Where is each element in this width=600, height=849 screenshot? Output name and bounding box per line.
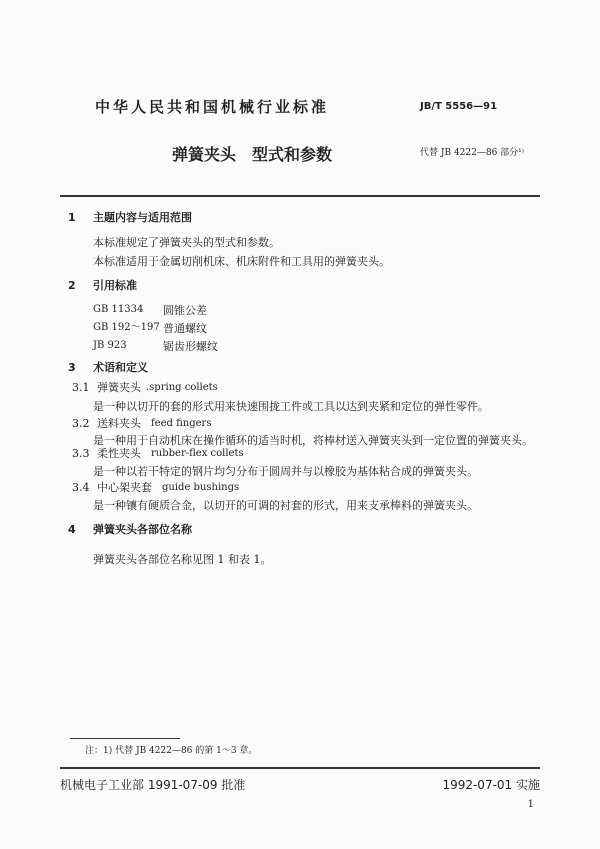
ref-name: 锯齿形螺纹 xyxy=(163,340,218,353)
body-line: 本标准规定了弹簧夹头的型式和参数。 xyxy=(93,236,280,249)
ref-name: 圆锥公差 xyxy=(163,304,207,317)
footnote-rule xyxy=(70,738,180,739)
term-en: guide bushings xyxy=(162,482,240,493)
term-number: 3.3 xyxy=(72,447,90,460)
term-definition: 是一种以若干特定的钢片均匀分布于圆周并与以橡胶为基体粘合成的弹簧夹头。 xyxy=(93,465,478,478)
org-title: 中华人民共和国机械行业标准 xyxy=(95,98,330,116)
section-number: 4 xyxy=(68,523,76,536)
section-heading: 主题内容与适用范围 xyxy=(93,211,192,224)
term-number: 3.4 xyxy=(72,481,90,494)
term-definition: 是一种镶有硬质合金，以切开的可调的衬套的形式，用来支承棒料的弹簧夹头。 xyxy=(93,499,478,512)
section-number: 1 xyxy=(68,211,76,224)
body-line: 本标准适用于金属切削机床、机床附件和工具用的弹簧夹头。 xyxy=(93,255,390,268)
standard-number: JB/T 5556—91 xyxy=(420,101,498,112)
document-title: 弹簧夹头 型式和参数 xyxy=(172,145,333,164)
section-number: 2 xyxy=(68,279,76,292)
ref-code: GB 192～197 xyxy=(93,322,160,333)
ref-name: 普通螺纹 xyxy=(163,322,207,335)
term-definition: 是一种用于自动机床在操作循环的适当时机，将棒材送入弹簧夹头到一定位置的弹簧夹头。 xyxy=(93,434,533,447)
term-zh: 柔性夹头 xyxy=(97,447,141,460)
term-number: 3.2 xyxy=(72,417,90,430)
page-number: 1 xyxy=(527,799,534,810)
ref-code: GB 11334 xyxy=(93,304,144,315)
footer-rule xyxy=(60,767,540,769)
section-number: 3 xyxy=(68,361,76,374)
effective-date: 1992-07-01 实施 xyxy=(442,778,540,792)
term-zh: 弹簧夹头 xyxy=(97,381,141,394)
section-heading: 弹簧夹头各部位名称 xyxy=(93,523,192,536)
term-en: .spring collets xyxy=(146,382,218,393)
approval-line: 机械电子工业部 1991-07-09 批准 xyxy=(60,778,246,792)
term-number: 3.1 xyxy=(72,381,90,394)
term-en: rubber-flex collets xyxy=(151,448,244,459)
term-zh: 送料夹头 xyxy=(97,417,141,430)
section-heading: 术语和定义 xyxy=(93,361,148,374)
replaces-note: 代替 JB 4222—86 部分¹⁾ xyxy=(420,148,524,158)
footnote: 注：1) 代替 JB 4222—86 的第 1～3 章。 xyxy=(85,746,258,756)
section-heading: 引用标准 xyxy=(93,279,137,292)
header-rule xyxy=(60,195,540,197)
term-definition: 是一种以切开的套的形式用来快速围拢工件或工具以达到夹紧和定位的弹性零件。 xyxy=(93,400,489,413)
term-zh: 中心架夹套 xyxy=(97,481,152,494)
ref-code: JB 923 xyxy=(93,340,127,351)
body-line: 弹簧夹头各部位名称见图 1 和表 1。 xyxy=(93,553,272,566)
term-en: feed fingers xyxy=(151,418,212,429)
